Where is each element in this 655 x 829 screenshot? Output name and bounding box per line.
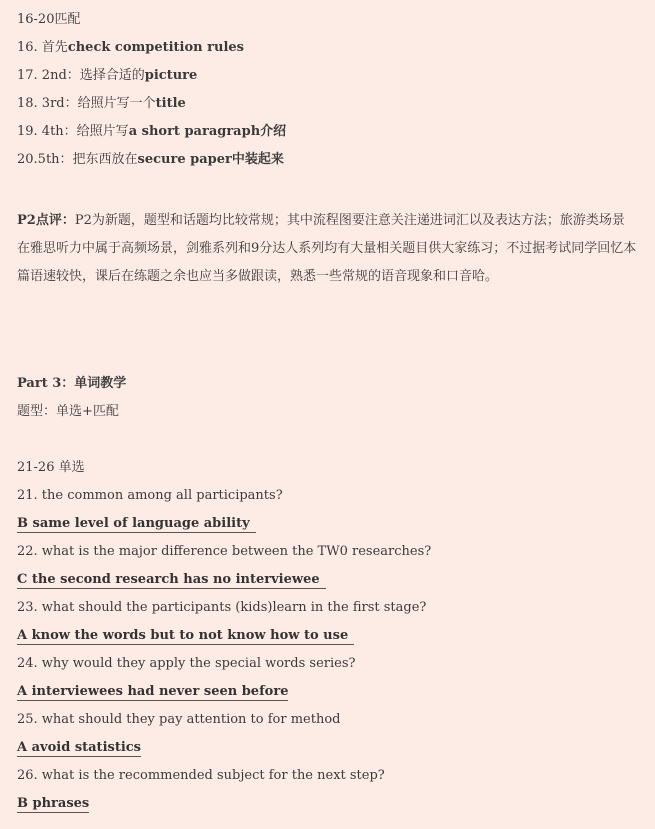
item-text: 17. 2nd：选择合适的 <box>17 68 145 83</box>
item-text: 18. 3rd：给照片写一个 <box>17 96 156 111</box>
item-17 <box>17 67 197 85</box>
part3-type: 题型：单选+匹配 <box>17 404 119 419</box>
answer-text: B phrases <box>17 796 90 811</box>
item-answer: a short paragraph介绍 <box>128 124 287 139</box>
answer-21 <box>17 515 256 533</box>
item-answer: picture <box>144 68 198 83</box>
item-18 <box>17 95 186 113</box>
part3-group-label: 21-26 单选 <box>17 460 85 475</box>
item-16 <box>17 39 244 57</box>
p2-comment-text: P2为新题，题型和话题均比较常规；其中流程图要注意关注递进词汇以及表达方法；旅游类场景在雅思听力中属于高频场景，剑雅系列和9分达人系列均有大量相关题目供大家练习；不过据考试同学回忆本篇语速较快，课后在练题之余也应当多做跟读，熟悉一些常规的语音现象和口音哈。 <box>17 213 637 284</box>
item-answer: secure paper中装起来 <box>137 152 284 167</box>
question-23: 23. what should the participants (kids)learn in the first stage? <box>17 600 427 615</box>
answer-text: A interviewees had never seen before <box>17 684 289 699</box>
answer-text: A know the words but to not know how to use <box>17 628 354 645</box>
part3-title: Part 3：单词教学 <box>17 376 127 391</box>
item-19 <box>17 123 286 141</box>
item-text: 16. 首先 <box>17 40 68 55</box>
item-text: 19. 4th：给照片写 <box>17 124 129 139</box>
answer-text: B same level of language ability <box>17 516 256 533</box>
answer-26 <box>17 795 89 813</box>
item-20 <box>17 151 284 169</box>
answer-22 <box>17 571 326 589</box>
answer-24 <box>17 683 288 701</box>
question-25: 25. what should they pay attention to for method <box>17 712 341 727</box>
question-22: 22. what is the major difference between the TW0 researches? <box>17 544 432 559</box>
answer-text: A avoid statistics <box>17 740 142 755</box>
item-answer: check competition rules <box>67 40 244 55</box>
item-text: 20.5th：把东西放在 <box>17 152 138 167</box>
item-16-20-heading <box>17 11 80 29</box>
question-21: 21. the common among all participants? <box>17 488 283 503</box>
answer-text: C the second research has no interviewee <box>17 572 326 589</box>
question-26: 26. what is the recommended subject for the next step? <box>17 768 385 783</box>
p2-comment-label: P2点评： <box>17 213 75 228</box>
answer-23 <box>17 627 354 645</box>
item-text: 16-20匹配 <box>17 12 81 27</box>
p2-comment <box>17 207 637 291</box>
question-24: 24. why would they apply the special words series? <box>17 656 356 671</box>
item-answer: title <box>155 96 186 111</box>
answer-25 <box>17 739 141 757</box>
